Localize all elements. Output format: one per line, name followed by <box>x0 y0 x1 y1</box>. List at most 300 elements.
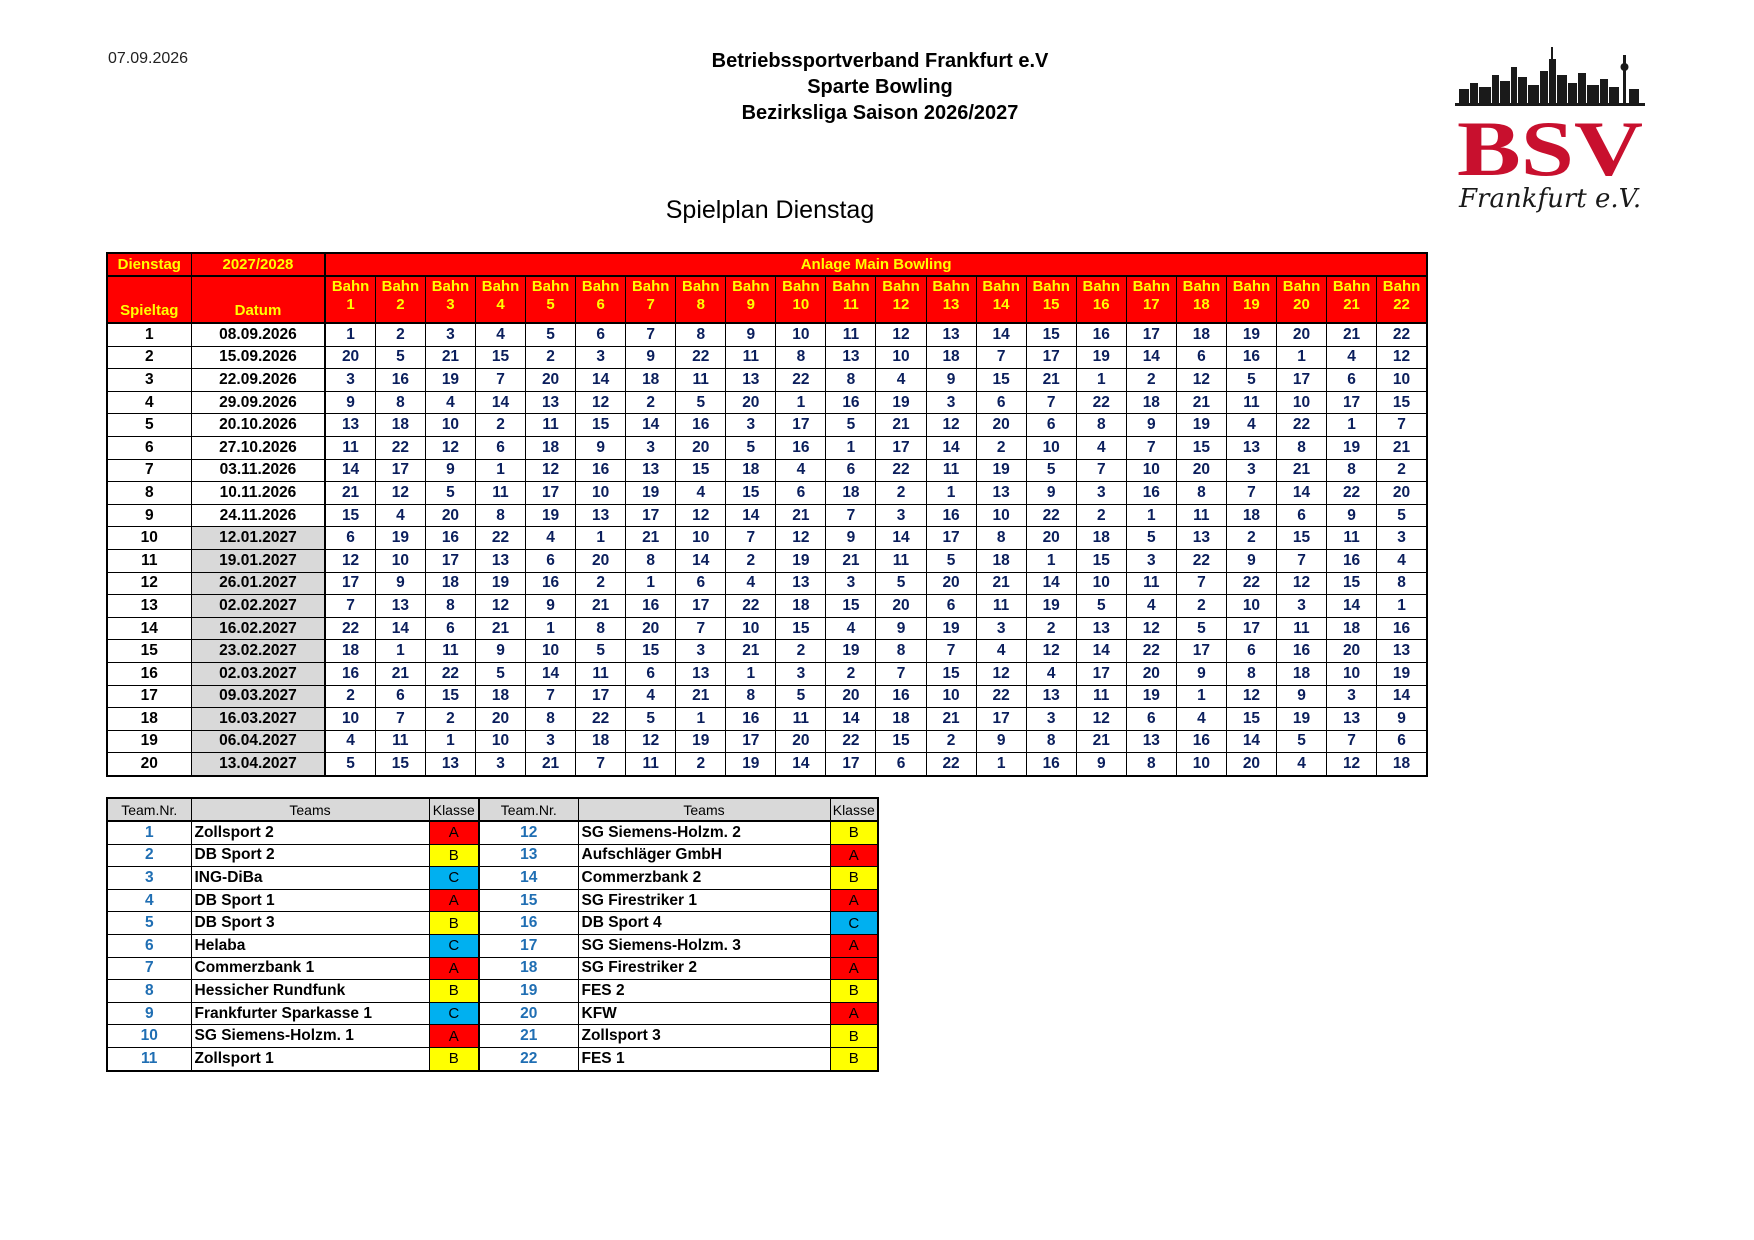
spieltag-cell: 13 <box>107 595 191 618</box>
team-assignment-cell: 21 <box>526 753 576 776</box>
team-assignment-cell: 2 <box>1176 595 1226 618</box>
team-assignment-cell: 15 <box>1026 323 1076 346</box>
team-assignment-cell: 1 <box>676 708 726 731</box>
team-assignment-cell: 6 <box>325 527 375 550</box>
team-assignment-cell: 5 <box>1377 504 1427 527</box>
team-assignment-cell: 12 <box>776 527 826 550</box>
team-assignment-cell: 18 <box>626 369 676 392</box>
bahn-number: 15 <box>1042 296 1060 313</box>
team-assignment-cell: 16 <box>1126 482 1176 505</box>
team-assignment-cell: 11 <box>776 708 826 731</box>
klasse-badge: A <box>830 934 878 957</box>
team-assignment-cell: 16 <box>1327 549 1377 572</box>
team-assignment-cell: 20 <box>1226 753 1276 776</box>
klasse-badge: B <box>830 1047 878 1070</box>
team-assignment-cell: 17 <box>926 527 976 550</box>
klasse-badge: A <box>429 889 479 912</box>
team-assignment-cell: 21 <box>1176 391 1226 414</box>
team-assignment-cell: 10 <box>325 708 375 731</box>
team-assignment-cell: 22 <box>876 459 926 482</box>
datum-cell: 15.09.2026 <box>191 346 325 369</box>
team-assignment-cell: 9 <box>325 391 375 414</box>
klasse-badge: A <box>429 1025 479 1048</box>
team-assignment-cell: 2 <box>926 730 976 753</box>
team-assignment-cell: 15 <box>926 662 976 685</box>
team-assignment-cell: 8 <box>1276 436 1326 459</box>
team-assignment-cell: 11 <box>1176 504 1226 527</box>
team-assignment-cell: 18 <box>425 572 475 595</box>
team-assignment-cell: 2 <box>676 753 726 776</box>
team-assignment-cell: 1 <box>576 527 626 550</box>
team-assignment-cell: 12 <box>876 323 926 346</box>
team-assignment-cell: 21 <box>676 685 726 708</box>
team-assignment-cell: 18 <box>776 595 826 618</box>
team-assignment-cell: 5 <box>375 346 425 369</box>
team-assignment-cell: 8 <box>1026 730 1076 753</box>
team-row <box>107 1025 878 1048</box>
team-assignment-cell: 11 <box>325 436 375 459</box>
team-assignment-cell: 4 <box>375 504 425 527</box>
datum-cell: 09.03.2027 <box>191 685 325 708</box>
team-nr-cell: 11 <box>107 1047 191 1070</box>
team-assignment-cell: 13 <box>325 414 375 437</box>
team-assignment-cell: 1 <box>325 323 375 346</box>
col-bahn <box>425 276 475 323</box>
team-name-cell: Aufschläger GmbH <box>578 844 830 867</box>
team-assignment-cell: 14 <box>726 504 776 527</box>
team-assignment-cell: 17 <box>325 572 375 595</box>
team-nr-cell: 10 <box>107 1025 191 1048</box>
bahn-label: Bahn <box>982 278 1020 295</box>
datum-cell: 12.01.2027 <box>191 527 325 550</box>
team-assignment-cell: 7 <box>826 504 876 527</box>
spieltag-cell: 14 <box>107 617 191 640</box>
team-assignment-cell: 11 <box>1276 617 1326 640</box>
spieltag-cell: 10 <box>107 527 191 550</box>
team-assignment-cell: 1 <box>1076 369 1126 392</box>
team-assignment-cell: 22 <box>826 730 876 753</box>
team-assignment-cell: 12 <box>976 662 1026 685</box>
team-assignment-cell: 2 <box>576 572 626 595</box>
team-assignment-cell: 6 <box>876 753 926 776</box>
bahn-label: Bahn <box>732 278 770 295</box>
teams-header-row <box>107 798 878 821</box>
bahn-label: Bahn <box>1382 278 1421 295</box>
team-assignment-cell: 18 <box>926 346 976 369</box>
team-assignment-cell: 1 <box>475 459 525 482</box>
spieltag-cell: 20 <box>107 753 191 776</box>
team-assignment-cell: 7 <box>1176 572 1226 595</box>
team-assignment-cell: 2 <box>1377 459 1427 482</box>
team-assignment-cell: 10 <box>876 346 926 369</box>
klasse-badge: C <box>429 934 479 957</box>
team-assignment-cell: 6 <box>1276 504 1326 527</box>
team-assignment-cell: 12 <box>926 414 976 437</box>
team-assignment-cell: 6 <box>1226 640 1276 663</box>
team-assignment-cell: 16 <box>776 436 826 459</box>
team-assignment-cell: 18 <box>526 436 576 459</box>
team-assignment-cell: 12 <box>1327 753 1377 776</box>
team-assignment-cell: 2 <box>876 482 926 505</box>
team-nr-cell: 6 <box>107 934 191 957</box>
team-assignment-cell: 4 <box>1126 595 1176 618</box>
team-assignment-cell: 8 <box>726 685 776 708</box>
team-assignment-cell: 11 <box>826 323 876 346</box>
team-row <box>107 889 878 912</box>
team-nr-cell: 12 <box>479 821 578 844</box>
col-team-nr: Team.Nr. <box>479 798 578 821</box>
team-assignment-cell: 18 <box>1327 617 1377 640</box>
team-nr-cell: 16 <box>479 912 578 935</box>
team-assignment-cell: 7 <box>1076 459 1126 482</box>
team-assignment-cell: 5 <box>1276 730 1326 753</box>
spieltag-cell: 6 <box>107 436 191 459</box>
team-assignment-cell: 7 <box>1327 730 1377 753</box>
klasse-badge: B <box>429 980 479 1003</box>
spieltag-cell: 8 <box>107 482 191 505</box>
team-assignment-cell: 22 <box>325 617 375 640</box>
team-name-cell: DB Sport 2 <box>191 844 429 867</box>
print-date: 07.09.2026 <box>108 50 189 67</box>
team-assignment-cell: 11 <box>1126 572 1176 595</box>
team-assignment-cell: 9 <box>1226 549 1276 572</box>
team-assignment-cell: 9 <box>526 595 576 618</box>
spieltag-cell: 19 <box>107 730 191 753</box>
schedule-row <box>107 323 1427 346</box>
team-assignment-cell: 18 <box>1176 323 1226 346</box>
team-name-cell: Zollsport 1 <box>191 1047 429 1070</box>
team-assignment-cell: 3 <box>1226 459 1276 482</box>
team-assignment-cell: 8 <box>526 708 576 731</box>
team-assignment-cell: 17 <box>576 685 626 708</box>
team-assignment-cell: 20 <box>475 708 525 731</box>
datum-cell: 03.11.2026 <box>191 459 325 482</box>
team-assignment-cell: 1 <box>526 617 576 640</box>
team-assignment-cell: 20 <box>826 685 876 708</box>
team-assignment-cell: 13 <box>425 753 475 776</box>
bahn-label: Bahn <box>581 278 620 295</box>
team-assignment-cell: 20 <box>425 504 475 527</box>
team-assignment-cell: 1 <box>1276 346 1326 369</box>
schedule-row <box>107 753 1427 776</box>
team-name-cell: Zollsport 3 <box>578 1025 830 1048</box>
team-assignment-cell: 11 <box>726 346 776 369</box>
team-assignment-cell: 9 <box>926 369 976 392</box>
bahn-number: 4 <box>496 296 505 313</box>
bahn-number: 9 <box>746 296 755 313</box>
team-assignment-cell: 15 <box>1176 436 1226 459</box>
col-team-name: Teams <box>191 798 429 821</box>
team-assignment-cell: 22 <box>926 753 976 776</box>
team-assignment-cell: 1 <box>1026 549 1076 572</box>
team-assignment-cell: 2 <box>425 708 475 731</box>
team-assignment-cell: 10 <box>676 527 726 550</box>
team-assignment-cell: 17 <box>1176 640 1226 663</box>
team-assignment-cell: 16 <box>876 685 926 708</box>
team-assignment-cell: 14 <box>626 414 676 437</box>
klasse-badge: B <box>429 912 479 935</box>
spieltag-cell: 17 <box>107 685 191 708</box>
spieltag-cell: 16 <box>107 662 191 685</box>
datum-cell: 26.01.2027 <box>191 572 325 595</box>
team-assignment-cell: 20 <box>626 617 676 640</box>
team-nr-cell: 14 <box>479 867 578 890</box>
team-assignment-cell: 18 <box>576 730 626 753</box>
team-name-cell: SG Siemens-Holzm. 2 <box>578 821 830 844</box>
team-assignment-cell: 12 <box>475 595 525 618</box>
team-assignment-cell: 21 <box>876 414 926 437</box>
team-assignment-cell: 15 <box>1276 527 1326 550</box>
team-assignment-cell: 2 <box>325 685 375 708</box>
team-assignment-cell: 3 <box>576 346 626 369</box>
team-assignment-cell: 12 <box>676 504 726 527</box>
team-nr-cell: 13 <box>479 844 578 867</box>
team-assignment-cell: 7 <box>1276 549 1326 572</box>
team-assignment-cell: 20 <box>976 414 1026 437</box>
team-nr-cell: 5 <box>107 912 191 935</box>
team-assignment-cell: 14 <box>976 323 1026 346</box>
team-assignment-cell: 3 <box>626 436 676 459</box>
team-assignment-cell: 12 <box>1026 640 1076 663</box>
team-assignment-cell: 19 <box>1377 662 1427 685</box>
spieltag-cell: 5 <box>107 414 191 437</box>
schedule-row <box>107 572 1427 595</box>
team-assignment-cell: 19 <box>1276 708 1326 731</box>
team-assignment-cell: 1 <box>626 572 676 595</box>
team-name-cell: Frankfurter Sparkasse 1 <box>191 1002 429 1025</box>
team-assignment-cell: 16 <box>626 595 676 618</box>
team-assignment-cell: 18 <box>375 414 425 437</box>
team-assignment-cell: 22 <box>1176 549 1226 572</box>
team-assignment-cell: 17 <box>1076 662 1126 685</box>
bahn-number: 3 <box>446 296 455 313</box>
team-assignment-cell: 11 <box>626 753 676 776</box>
team-assignment-cell: 9 <box>1076 753 1126 776</box>
team-assignment-cell: 22 <box>576 708 626 731</box>
bahn-label: Bahn <box>531 278 570 295</box>
team-nr-cell: 4 <box>107 889 191 912</box>
team-assignment-cell: 12 <box>1176 369 1226 392</box>
team-assignment-cell: 5 <box>1076 595 1126 618</box>
team-assignment-cell: 7 <box>876 662 926 685</box>
team-assignment-cell: 4 <box>1076 436 1126 459</box>
document-header <box>560 48 1200 126</box>
team-assignment-cell: 19 <box>926 617 976 640</box>
team-assignment-cell: 8 <box>375 391 425 414</box>
team-assignment-cell: 10 <box>926 685 976 708</box>
team-assignment-cell: 18 <box>726 459 776 482</box>
team-assignment-cell: 3 <box>425 323 475 346</box>
bahn-number: 12 <box>892 296 910 313</box>
team-assignment-cell: 13 <box>676 662 726 685</box>
team-assignment-cell: 6 <box>1377 730 1427 753</box>
team-assignment-cell: 2 <box>776 640 826 663</box>
team-assignment-cell: 9 <box>1176 662 1226 685</box>
team-name-cell: Commerzbank 1 <box>191 957 429 980</box>
team-assignment-cell: 10 <box>526 640 576 663</box>
team-assignment-cell: 13 <box>526 391 576 414</box>
team-assignment-cell: 9 <box>1377 708 1427 731</box>
team-assignment-cell: 7 <box>1377 414 1427 437</box>
team-assignment-cell: 7 <box>1226 482 1276 505</box>
team-assignment-cell: 1 <box>826 436 876 459</box>
team-assignment-cell: 15 <box>976 369 1026 392</box>
team-assignment-cell: 13 <box>475 549 525 572</box>
team-assignment-cell: 17 <box>1327 391 1377 414</box>
datum-cell: 19.01.2027 <box>191 549 325 572</box>
team-assignment-cell: 6 <box>676 572 726 595</box>
team-assignment-cell: 14 <box>1226 730 1276 753</box>
bahn-number: 8 <box>696 296 705 313</box>
team-assignment-cell: 20 <box>1126 662 1176 685</box>
team-assignment-cell: 15 <box>475 346 525 369</box>
team-assignment-cell: 10 <box>776 323 826 346</box>
team-assignment-cell: 4 <box>1276 753 1326 776</box>
team-assignment-cell: 15 <box>676 459 726 482</box>
team-assignment-cell: 12 <box>1377 346 1427 369</box>
team-assignment-cell: 5 <box>626 708 676 731</box>
datum-cell: 10.11.2026 <box>191 482 325 505</box>
schedule-row <box>107 595 1427 618</box>
team-assignment-cell: 7 <box>325 595 375 618</box>
team-assignment-cell: 5 <box>1176 617 1226 640</box>
team-assignment-cell: 22 <box>1076 391 1126 414</box>
schedule-row <box>107 617 1427 640</box>
team-assignment-cell: 6 <box>976 391 1026 414</box>
team-assignment-cell: 21 <box>1276 459 1326 482</box>
bahn-number: 21 <box>1343 296 1360 313</box>
team-assignment-cell: 4 <box>1226 414 1276 437</box>
team-assignment-cell: 4 <box>826 617 876 640</box>
team-assignment-cell: 9 <box>976 730 1026 753</box>
team-assignment-cell: 11 <box>976 595 1026 618</box>
team-assignment-cell: 22 <box>425 662 475 685</box>
klasse-badge: B <box>830 867 878 890</box>
team-assignment-cell: 16 <box>1176 730 1226 753</box>
team-assignment-cell: 21 <box>1026 369 1076 392</box>
team-assignment-cell: 1 <box>1377 595 1427 618</box>
team-assignment-cell: 8 <box>1176 482 1226 505</box>
team-assignment-cell: 5 <box>576 640 626 663</box>
team-assignment-cell: 14 <box>1026 572 1076 595</box>
team-assignment-cell: 16 <box>576 459 626 482</box>
team-assignment-cell: 21 <box>1076 730 1126 753</box>
team-assignment-cell: 16 <box>425 527 475 550</box>
spieltag-cell: 11 <box>107 549 191 572</box>
bahn-label: Bahn <box>832 278 870 295</box>
team-assignment-cell: 13 <box>1327 708 1377 731</box>
klasse-badge: A <box>830 1002 878 1025</box>
team-assignment-cell: 10 <box>976 504 1026 527</box>
datum-cell: 20.10.2026 <box>191 414 325 437</box>
datum-cell: 27.10.2026 <box>191 436 325 459</box>
team-name-cell: SG Siemens-Holzm. 1 <box>191 1025 429 1048</box>
team-assignment-cell: 12 <box>626 730 676 753</box>
team-assignment-cell: 6 <box>826 459 876 482</box>
team-assignment-cell: 9 <box>726 323 776 346</box>
team-assignment-cell: 5 <box>1026 459 1076 482</box>
team-row <box>107 912 878 935</box>
team-assignment-cell: 7 <box>375 708 425 731</box>
team-assignment-cell: 13 <box>1226 436 1276 459</box>
col-bahn <box>526 276 576 323</box>
team-assignment-cell: 21 <box>726 640 776 663</box>
team-assignment-cell: 15 <box>1377 391 1427 414</box>
team-assignment-cell: 10 <box>576 482 626 505</box>
klasse-badge: B <box>830 821 878 844</box>
team-assignment-cell: 11 <box>425 640 475 663</box>
schedule-row <box>107 436 1427 459</box>
col-bahn <box>1327 276 1377 323</box>
team-assignment-cell: 22 <box>1026 504 1076 527</box>
team-assignment-cell: 15 <box>826 595 876 618</box>
team-nr-cell: 7 <box>107 957 191 980</box>
team-name-cell: SG Siemens-Holzm. 3 <box>578 934 830 957</box>
klasse-badge: B <box>830 980 878 1003</box>
team-assignment-cell: 14 <box>826 708 876 731</box>
team-assignment-cell: 4 <box>876 369 926 392</box>
bahn-number: 14 <box>992 296 1010 313</box>
bahn-label: Bahn <box>1332 278 1371 295</box>
team-assignment-cell: 8 <box>626 549 676 572</box>
schedule-header-row <box>107 253 1427 276</box>
datum-cell: 23.02.2027 <box>191 640 325 663</box>
team-assignment-cell: 14 <box>325 459 375 482</box>
team-assignment-cell: 19 <box>726 753 776 776</box>
team-assignment-cell: 19 <box>876 391 926 414</box>
schedule-row <box>107 504 1427 527</box>
col-bahn <box>375 276 425 323</box>
team-assignment-cell: 9 <box>626 346 676 369</box>
spieltag-cell: 4 <box>107 391 191 414</box>
team-assignment-cell: 16 <box>526 572 576 595</box>
team-assignment-cell: 18 <box>325 640 375 663</box>
team-assignment-cell: 20 <box>526 369 576 392</box>
bahn-number: 17 <box>1142 296 1160 313</box>
team-assignment-cell: 11 <box>876 549 926 572</box>
team-assignment-cell: 7 <box>676 617 726 640</box>
team-assignment-cell: 15 <box>1076 549 1126 572</box>
team-assignment-cell: 1 <box>425 730 475 753</box>
schedule-row <box>107 640 1427 663</box>
team-assignment-cell: 8 <box>1377 572 1427 595</box>
team-assignment-cell: 12 <box>1126 617 1176 640</box>
team-assignment-cell: 17 <box>1126 323 1176 346</box>
col-bahn <box>1226 276 1276 323</box>
team-assignment-cell: 5 <box>526 323 576 346</box>
col-bahn <box>676 276 726 323</box>
bahn-label: Bahn <box>1232 278 1271 295</box>
spieltag-cell: 2 <box>107 346 191 369</box>
datum-cell: 16.03.2027 <box>191 708 325 731</box>
team-assignment-cell: 5 <box>1126 527 1176 550</box>
team-assignment-cell: 14 <box>576 369 626 392</box>
team-assignment-cell: 5 <box>826 414 876 437</box>
team-assignment-cell: 18 <box>1226 504 1276 527</box>
team-assignment-cell: 9 <box>1276 685 1326 708</box>
bsv-logo <box>1455 45 1655 215</box>
team-assignment-cell: 13 <box>1126 730 1176 753</box>
team-assignment-cell: 3 <box>676 640 726 663</box>
team-assignment-cell: 8 <box>1126 753 1176 776</box>
bahn-number: 20 <box>1293 296 1310 313</box>
team-assignment-cell: 4 <box>676 482 726 505</box>
team-assignment-cell: 3 <box>325 369 375 392</box>
team-assignment-cell: 20 <box>926 572 976 595</box>
team-assignment-cell: 7 <box>526 685 576 708</box>
team-assignment-cell: 16 <box>1076 323 1126 346</box>
team-row <box>107 1047 878 1070</box>
